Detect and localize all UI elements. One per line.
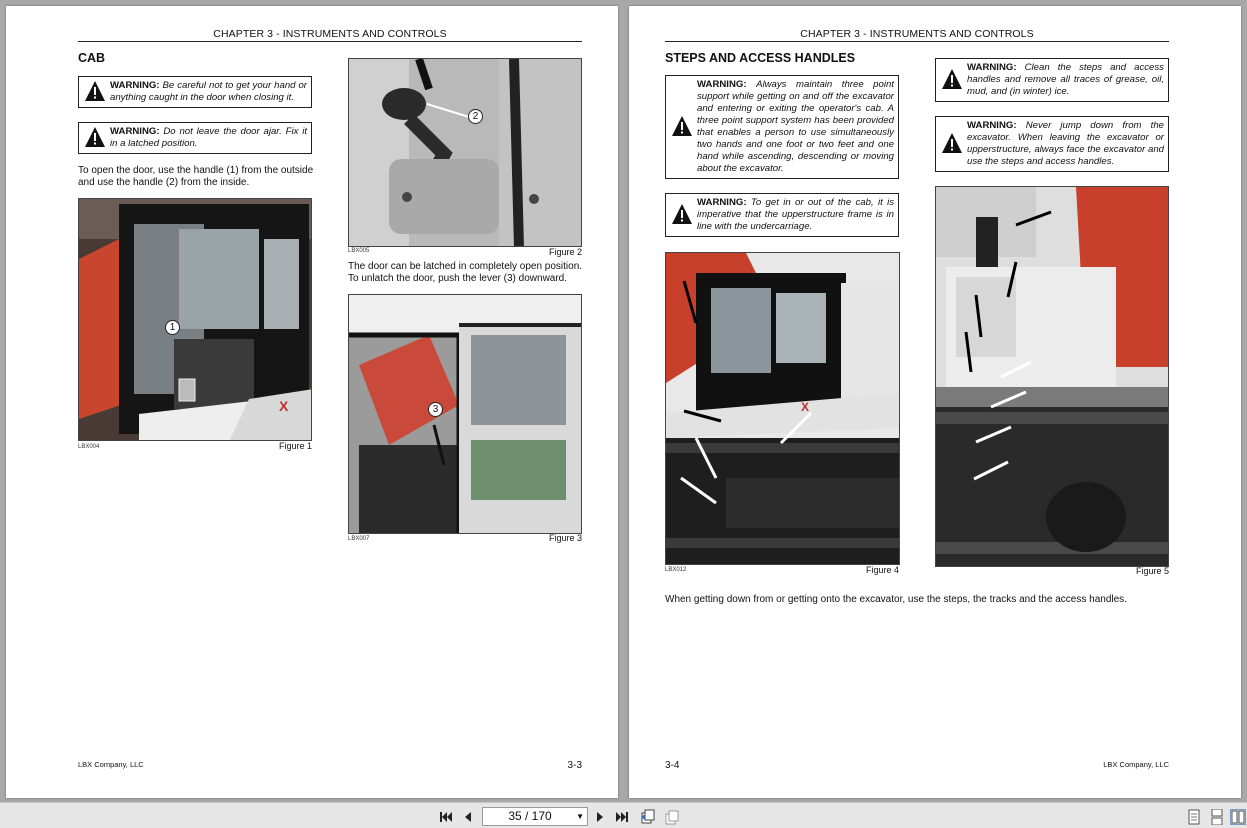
svg-text:X: X — [801, 400, 810, 414]
warning-label: WARNING: — [697, 79, 747, 90]
figure-2-photo — [348, 58, 582, 247]
single-page-view-icon[interactable] — [1186, 809, 1202, 825]
footer-company: LBX Company, LLC — [1103, 760, 1169, 769]
figure-3-photo — [348, 294, 582, 534]
warning-box — [935, 116, 1169, 172]
warning-triangle-icon — [84, 80, 106, 102]
warning-text: Do not leave the door ajar. Fix it in a latched position. — [110, 126, 307, 149]
section-title: STEPS AND ACCESS HANDLES — [665, 51, 856, 65]
header-rule — [78, 41, 582, 42]
warning-triangle-icon — [671, 115, 693, 137]
warning-text: Be careful not to get your hand or anything caught in the door when closing it. — [110, 80, 307, 103]
chapter-header: CHAPTER 3 - INSTRUMENTS AND CONTROLS — [800, 28, 1034, 40]
svg-text:X: X — [279, 398, 289, 414]
warning-label: WARNING: — [110, 80, 160, 91]
warning-label: WARNING: — [967, 62, 1017, 73]
warning-text: To get in or out of the cab, it is imperative that the upperstructure frame is in line with the undercarriage. — [697, 197, 894, 232]
callout-2: 2 — [468, 109, 483, 124]
warning-box — [665, 75, 899, 179]
rotate-icon[interactable] — [640, 809, 656, 825]
figure-caption: Figure 4 — [865, 565, 899, 575]
page-number: 3-3 — [567, 760, 582, 771]
warning-text: Always maintain three point support while getting on and off the excavator and entering or exiting the operator's cab. A three point support system has been provided that enables a person to use simultaneously two hands and one foot or two feet and one hand while ascending, descending or moving about the excavator. — [697, 79, 894, 174]
two-page-view-icon[interactable] — [1230, 809, 1246, 825]
last-page-icon[interactable] — [614, 809, 630, 825]
continuous-view-icon[interactable] — [1209, 809, 1225, 825]
warning-box — [935, 58, 1169, 102]
figure-code: LBX007 — [348, 536, 370, 542]
section-title: CAB — [78, 51, 106, 65]
callout-1: 1 — [165, 320, 180, 335]
warning-box — [78, 76, 312, 108]
chapter-header: CHAPTER 3 - INSTRUMENTS AND CONTROLS — [213, 28, 447, 40]
warning-label: WARNING: — [967, 120, 1017, 131]
figure-caption: Figure 5 — [1135, 566, 1169, 576]
warning-triangle-icon — [941, 68, 963, 90]
footer-company: LBX Company, LLC — [78, 760, 144, 769]
figure-code: LBX005 — [348, 248, 370, 254]
figure-1-photo — [78, 198, 312, 441]
warning-label: WARNING: — [697, 197, 747, 208]
warning-box — [665, 193, 899, 237]
warning-label: WARNING: — [110, 126, 160, 137]
warning-text: Never jump down from the excavator. When leaving the excavator or upperstructure, always face the excavator and use the steps and access handles. — [967, 120, 1164, 167]
figure-caption: Figure 1 — [278, 441, 312, 451]
figure-caption: Figure 2 — [548, 247, 582, 257]
warning-text: Clean the steps and access handles and remove all traces of grease, oil, mud, and (in winter) ice. — [967, 62, 1164, 97]
figure-5-photo — [935, 186, 1169, 567]
page-number-field[interactable] — [482, 807, 588, 826]
page-number-value: 35 / 170 — [508, 809, 552, 823]
warning-box — [78, 122, 312, 154]
navigation-toolbar — [0, 802, 1247, 828]
figure-code: LBX004 — [78, 444, 100, 450]
body-paragraph: To open the door, use the handle (1) from the outside and use the handle (2) from the inside. — [78, 165, 314, 188]
previous-page-icon[interactable] — [460, 809, 476, 825]
next-page-icon[interactable] — [592, 809, 608, 825]
header-rule — [665, 41, 1169, 42]
page-right — [629, 6, 1241, 798]
chevron-down-icon[interactable]: ▼ — [576, 812, 584, 821]
callout-3: 3 — [428, 402, 443, 417]
warning-triangle-icon — [671, 203, 693, 225]
body-paragraph: The door can be latched in completely open position. To unlatch the door, push the lever (3) downward. — [348, 261, 583, 284]
figure-code: LBX012 — [665, 567, 687, 573]
copy-icon[interactable] — [664, 809, 680, 825]
body-paragraph: When getting down from or getting onto the excavator, use the steps, the tracks and the access handles. — [665, 594, 1127, 605]
page-number: 3-4 — [665, 760, 680, 771]
first-page-icon[interactable] — [438, 809, 454, 825]
warning-triangle-icon — [84, 126, 106, 148]
warning-triangle-icon — [941, 132, 963, 154]
figure-4-photo — [665, 252, 900, 565]
page-left — [6, 6, 618, 798]
figure-caption: Figure 3 — [548, 533, 582, 543]
